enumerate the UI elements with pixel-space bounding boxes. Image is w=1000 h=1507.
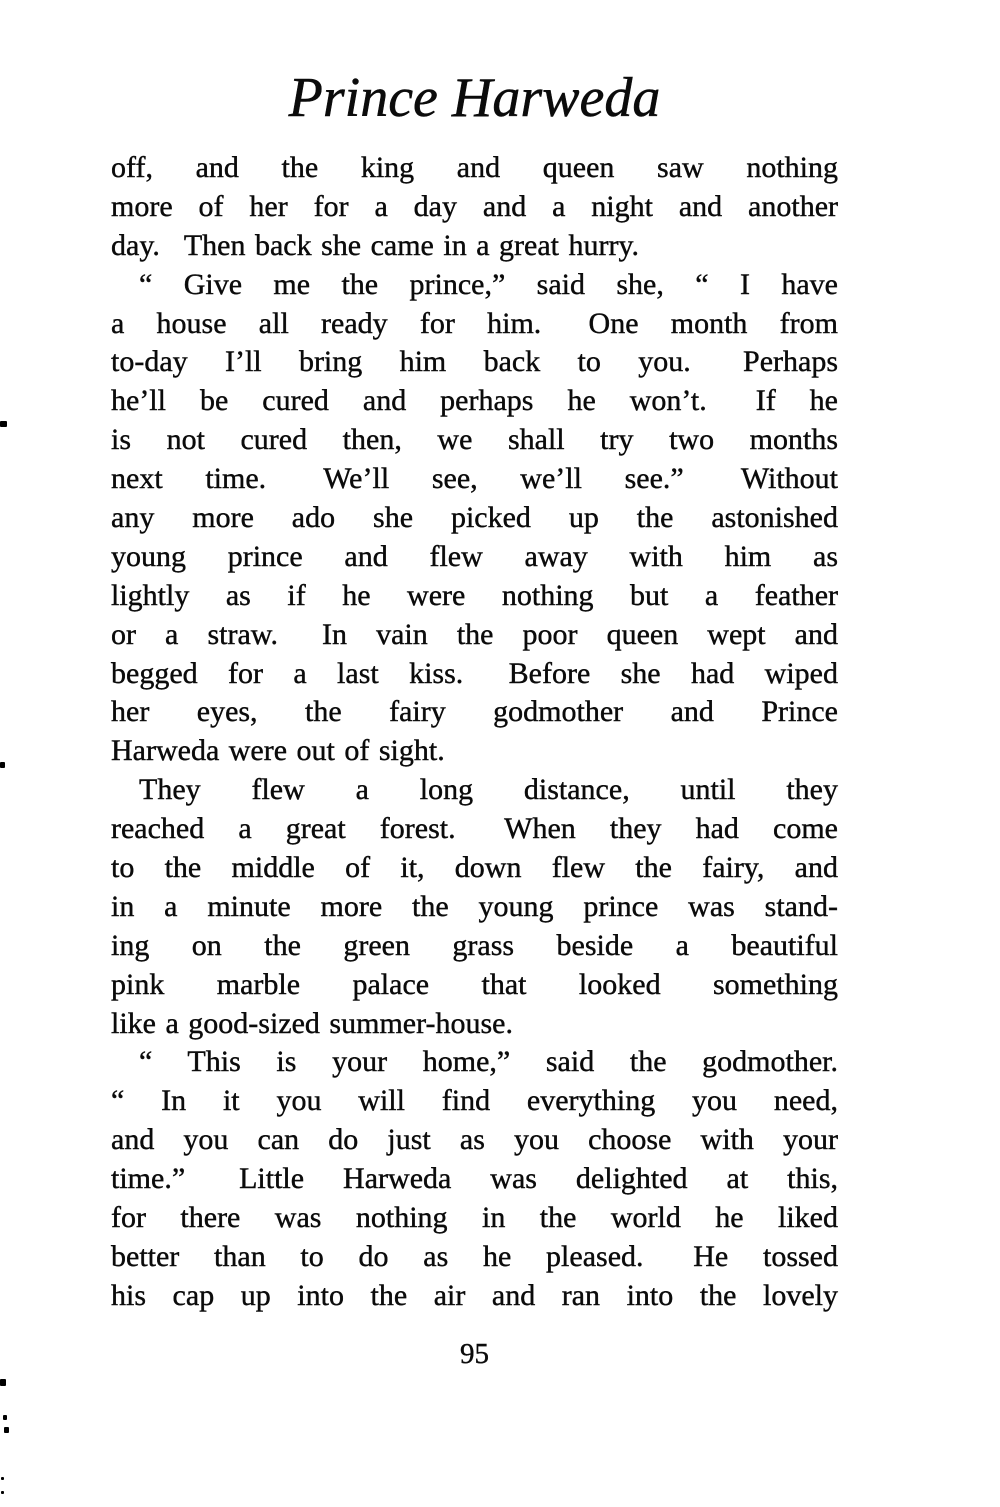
scan-artifact	[0, 1379, 6, 1386]
text-line: to the middle of it, down flew the fairy, and	[111, 851, 838, 885]
text-line: lightly as if he were nothing but a feather	[111, 578, 838, 612]
text-line: in a minute more the young prince was stand-	[111, 889, 838, 923]
text-line: more of her for a day and a night and another	[111, 189, 838, 223]
scan-artifact	[1, 1477, 4, 1480]
text-line: to-day I’ll bring him back to you. Perhaps	[111, 345, 838, 379]
text-line: a house all ready for him. One month from	[111, 306, 838, 340]
text-line: begged for a last kiss. Before she had wiped	[111, 656, 838, 690]
scan-artifact	[0, 421, 7, 427]
page-number: 95	[460, 1338, 489, 1370]
text-line: “ In it you will find everything you need,	[111, 1084, 838, 1118]
text-line: day. Then back she came in a great hurry.	[111, 228, 640, 262]
text-line: any more ado she picked up the astonished	[111, 501, 838, 535]
paragraph	[111, 1043, 838, 1315]
text-line: he’ll be cured and perhaps he won’t. If he	[111, 384, 838, 418]
text-line: like a good-sized summer-house.	[111, 1006, 513, 1040]
text-line: better than to do as he pleased. He tossed	[111, 1239, 838, 1273]
text-line: and you can do just as you choose with your	[111, 1123, 838, 1157]
text-line: his cap up into the air and ran into the lovely	[111, 1278, 838, 1312]
paragraph	[111, 771, 838, 1043]
text-line: is not cured then, we shall try two months	[111, 423, 838, 457]
page-body-text	[111, 149, 838, 1316]
text-line: “ This is your home,” said the godmother.	[139, 1045, 838, 1079]
text-line: for there was nothing in the world he liked	[111, 1201, 838, 1235]
paragraph	[111, 266, 838, 772]
text-line: time.” Little Harweda was delighted at this,	[111, 1162, 838, 1196]
text-line: off, and the king and queen saw nothing	[111, 151, 838, 184]
text-line: “ Give me the prince,” said she, “ I have	[139, 267, 838, 301]
page-title: Prince Harweda	[288, 67, 661, 129]
scan-artifact	[1, 1491, 4, 1494]
text-line: next time. We’ll see, we’ll see.” Without	[111, 462, 838, 496]
text-line: Harweda were out of sight.	[111, 734, 445, 768]
scan-artifact	[0, 762, 5, 768]
scan-artifact	[4, 1427, 9, 1433]
paragraph	[111, 149, 838, 266]
text-line: ing on the green grass beside a beautiful	[111, 928, 838, 962]
text-line: her eyes, the fairy godmother and Prince	[111, 695, 838, 729]
text-line: reached a great forest. When they had come	[111, 812, 838, 846]
text-line: They flew a long distance, until they	[139, 773, 838, 807]
text-line: pink marble palace that looked something	[111, 967, 838, 1001]
text-line: young prince and flew away with him as	[111, 539, 838, 573]
text-line: or a straw. In vain the poor queen wept and	[111, 617, 838, 651]
scan-artifact	[3, 1415, 7, 1420]
